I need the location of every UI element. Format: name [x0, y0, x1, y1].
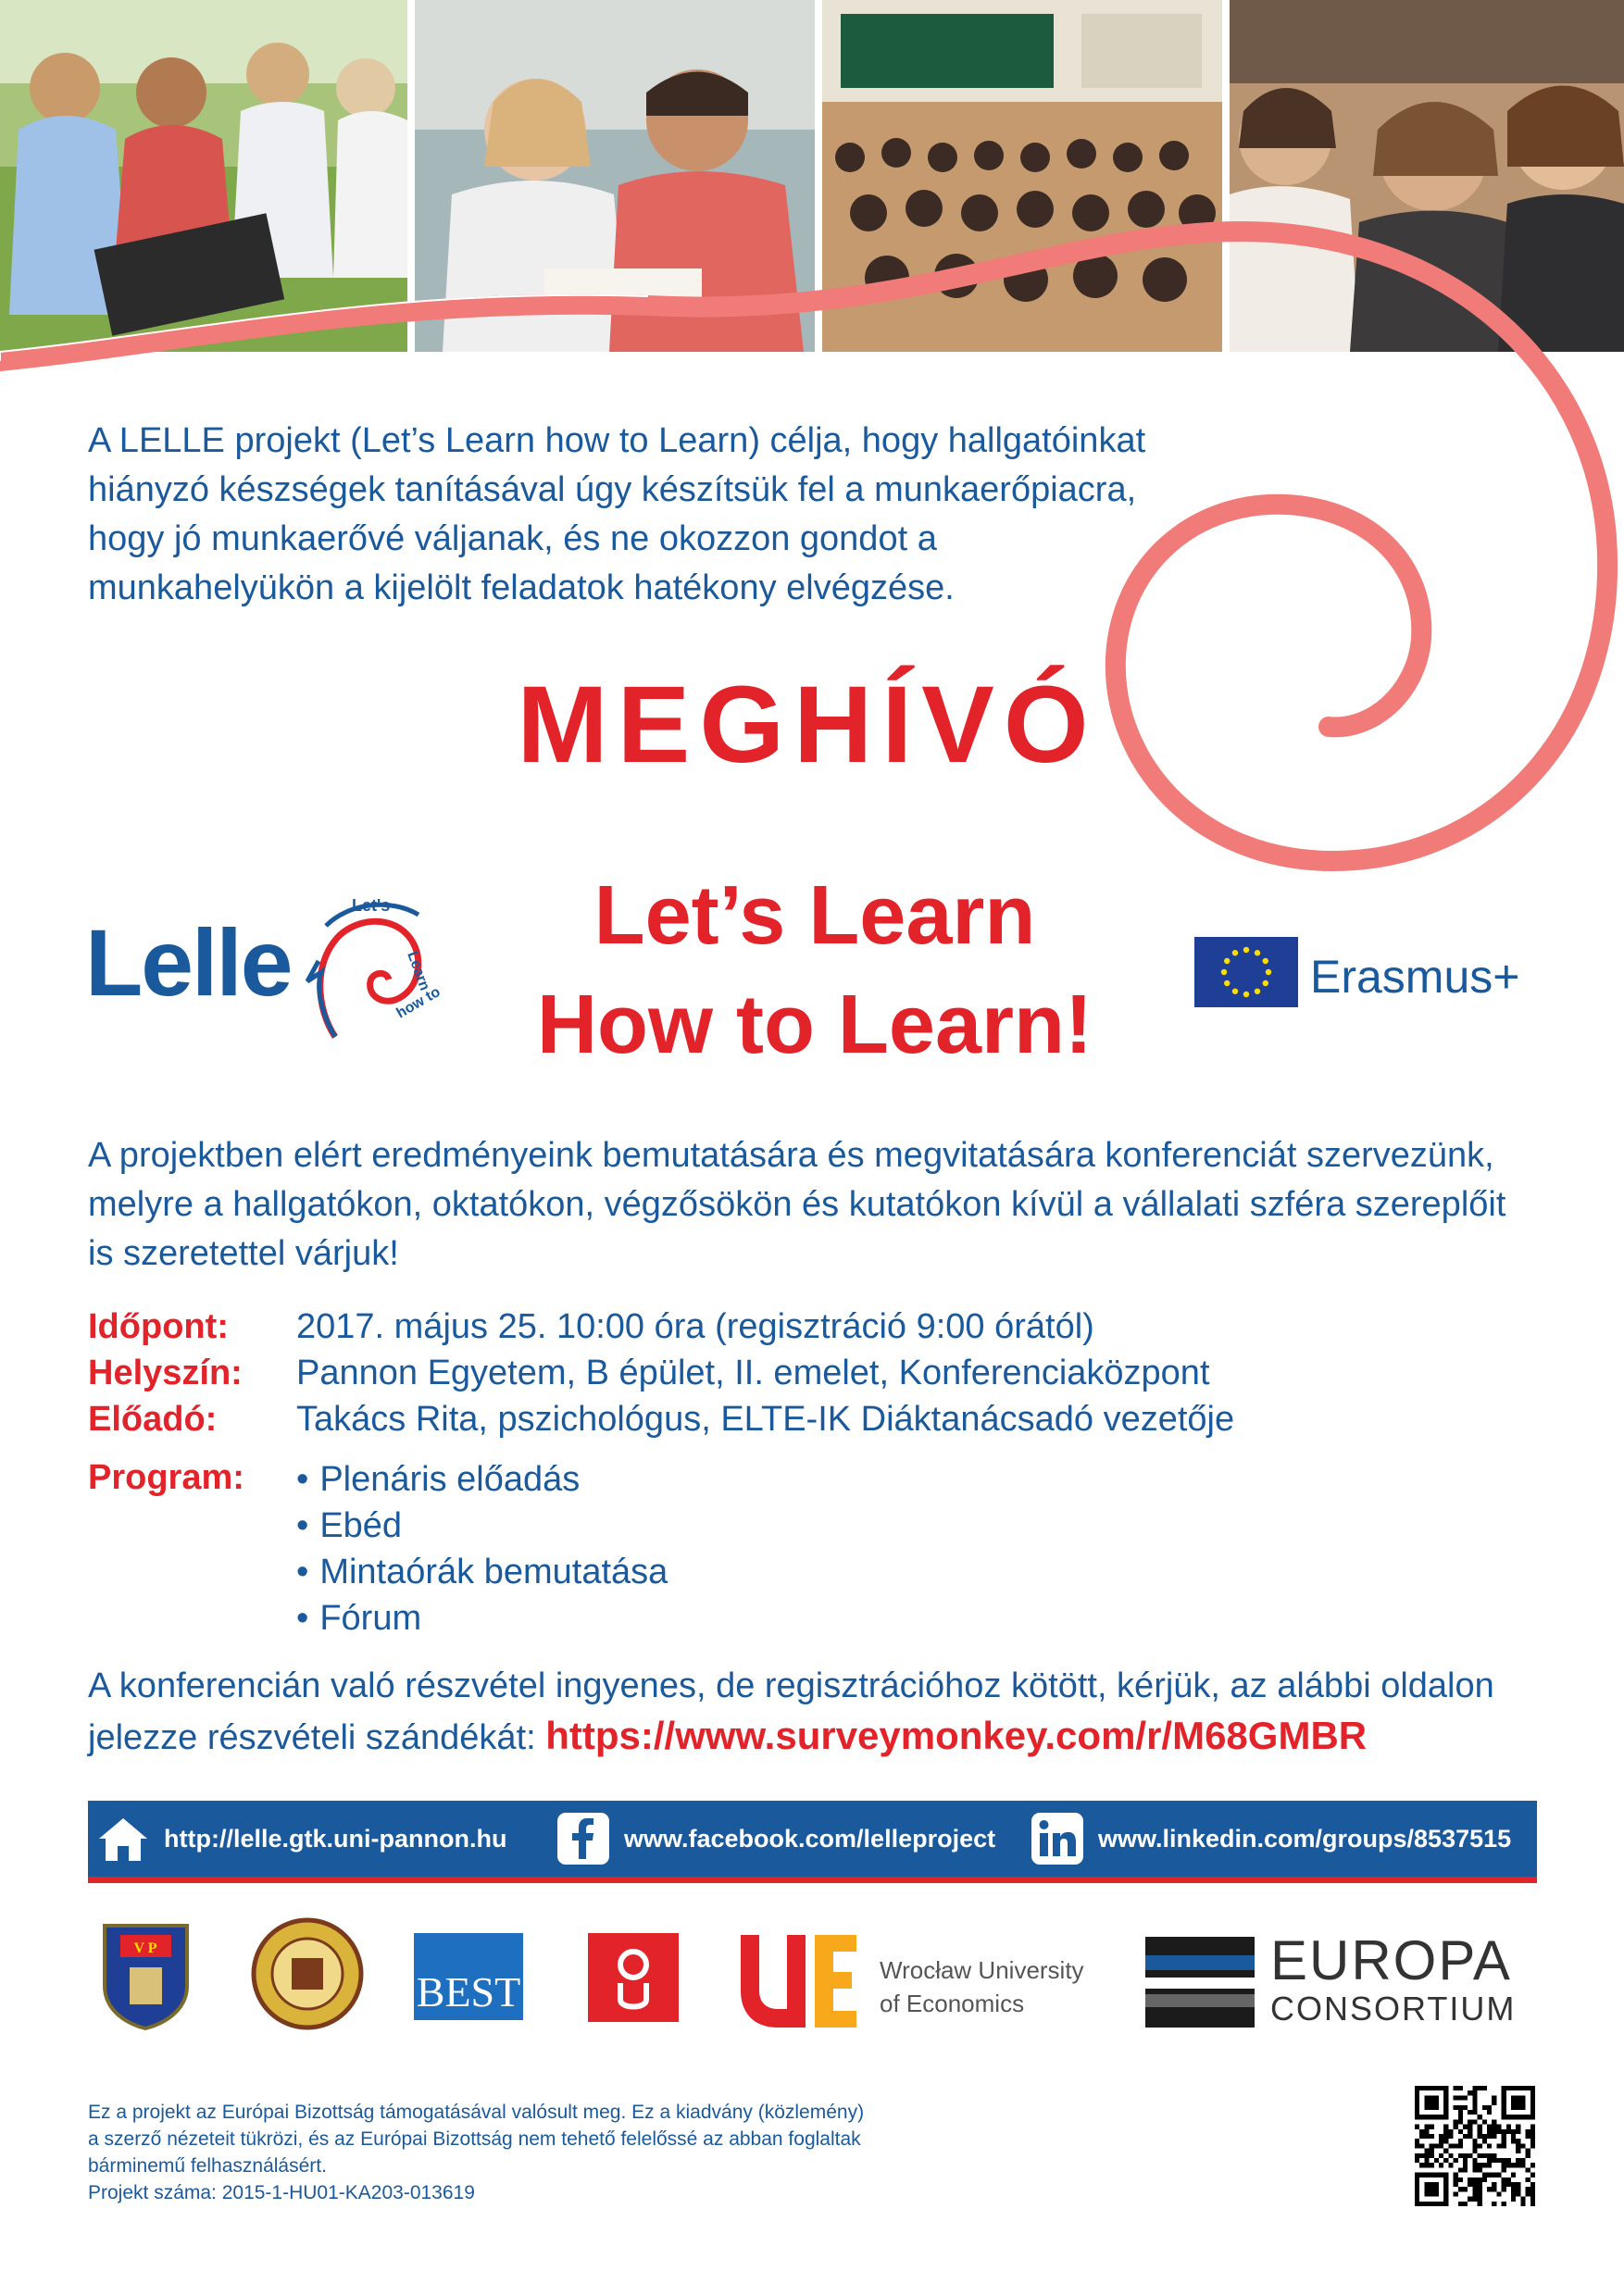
lelle-logo [85, 889, 443, 1055]
lelle-head-swirl-icon [298, 889, 443, 1046]
photo-students-lawn [0, 0, 407, 352]
eu-star-icon [1263, 958, 1268, 964]
erasmus-logo [1194, 937, 1546, 1020]
qr-code-icon[interactable] [1415, 2086, 1535, 2206]
europa-consortium-text [1270, 1929, 1517, 2033]
program-item: • Plenáris előadás [296, 1456, 668, 1503]
eu-star-icon [1243, 992, 1249, 997]
linkedin-icon [1030, 1811, 1085, 1866]
description-paragraph [88, 1131, 1542, 1279]
intro-line: munkahelyükön a kijelölt feladatok hatékony elvégzése. [88, 568, 955, 607]
erasmus-word: Erasmus+ [1310, 951, 1520, 1003]
subtitle-line: How to Learn! [537, 979, 1093, 1071]
svg-text:V P: V P [133, 1940, 157, 1956]
disclaimer-line: a szerző nézeteit tükrözi, és az Európai Bizottság nem tehető felelőssé az abban foglaltak [88, 2128, 861, 2150]
photo-audience [1230, 0, 1624, 352]
eu-flag-icon [1194, 937, 1298, 1007]
registration-prefix: jelezze részvételi szándékát: [88, 1718, 536, 1757]
eu-star-icon [1263, 980, 1268, 986]
eu-star-icon [1221, 969, 1227, 975]
linkedin-url: www.linkedin.com/groups/8537515 [1098, 1824, 1512, 1853]
best-logo: BEST [414, 1933, 523, 2020]
ue-logo-icon [736, 1935, 861, 2028]
wroclaw-line: Wrocław University [880, 1956, 1084, 1984]
eu-star-icon [1224, 980, 1230, 986]
speaker-row [88, 1396, 1569, 1442]
description-line: A projektben elért eredményeink bemutatására és megvitatására konferenciát szervezünk, [88, 1136, 1494, 1175]
home-icon [95, 1811, 151, 1866]
photo-lecture-hall [822, 0, 1222, 352]
eu-star-icon [1266, 969, 1271, 975]
europa-consortium-mark-icon [1145, 1937, 1255, 2028]
program-item: • Fórum [296, 1595, 668, 1641]
registration-paragraph [88, 1662, 1551, 1763]
description-line: is szeretettel várjuk! [88, 1234, 399, 1273]
project-number: Projekt száma: 2015-1-HU01-KA203-013619 [88, 2182, 475, 2203]
facebook-link[interactable] [556, 1801, 995, 1877]
program-item: • Mintaórák bemutatása [296, 1549, 668, 1595]
subtitle [444, 861, 1185, 1079]
place-label: Helyszín: [88, 1353, 243, 1392]
page-title [0, 662, 1624, 788]
links-bar [88, 1801, 1537, 1883]
subtitle-line: Let’s Learn [593, 869, 1036, 962]
intro-paragraph [88, 417, 1292, 613]
eu-star-icon [1255, 989, 1260, 994]
disclaimer-line: bárminemű felhasználásért. [88, 2155, 327, 2177]
partner-red-logo-icon [588, 1933, 679, 2022]
website-link[interactable] [95, 1801, 506, 1877]
disclaimer-line: Ez a projekt az Európai Bizottság támogatásával valósult meg. Ez a kiadvány (közlemény) [88, 2102, 865, 2123]
svg-text:Let's: Let's [352, 896, 391, 915]
page-title-text: MEGHÍVÓ [517, 664, 1098, 786]
time-value: 2017. május 25. 10:00 óra (regisztráció 9:00 órától) [296, 1306, 1094, 1346]
faculty-seal-icon [250, 1916, 366, 2032]
time-row [88, 1304, 1569, 1350]
disclaimer [88, 2099, 1014, 2206]
place-row [88, 1350, 1569, 1396]
registration-line [88, 1711, 1551, 1763]
linkedin-link[interactable] [1030, 1801, 1511, 1877]
eu-star-icon [1232, 950, 1238, 955]
intro-line: hogy jó munkaerővé váljanak, és ne okozzon gondot a [88, 519, 937, 558]
registration-link[interactable]: https://www.surveymonkey.com/r/M68GMBR [545, 1714, 1368, 1757]
time-label: Időpont: [88, 1306, 229, 1346]
program-list [296, 1456, 668, 1641]
wroclaw-text [880, 1953, 1084, 2020]
facebook-icon [556, 1811, 611, 1866]
wroclaw-line: of Economics [880, 1990, 1025, 2017]
eu-star-icon [1232, 989, 1238, 994]
intro-line: hiányzó készségek tanításával úgy készítsük fel a munkaerőpiacra, [88, 470, 1137, 509]
consortium-line: CONSORTIUM [1270, 1990, 1517, 2028]
place-value: Pannon Egyetem, B épület, II. emelet, Konferenciaközpont [296, 1353, 1210, 1392]
svg-text:Learn: Learn [404, 949, 433, 993]
speaker-value: Takács Rita, pszichológus, ELTE-IK Diáktanácsadó vezetője [296, 1399, 1235, 1439]
university-crest-icon [97, 1921, 194, 2032]
europa-line: EUROPA [1270, 1929, 1512, 1991]
svg-text:how to: how to [394, 983, 443, 1022]
program-label: Program: [88, 1458, 244, 1497]
description-line: melyre a hallgatókon, oktatókon, végzősökön és kutatókon kívül a vállalati szféra szereplőit [88, 1185, 1506, 1224]
registration-line: A konferencián való részvétel ingyenes, de regisztrációhoz kötött, kérjük, az alábbi oldalon [88, 1666, 1494, 1705]
lelle-logo-word: Lelle [85, 910, 292, 1016]
website-url: http://lelle.gtk.uni-pannon.hu [164, 1824, 507, 1853]
eu-star-icon [1224, 958, 1230, 964]
intro-line: A LELLE projekt (Let’s Learn how to Learn) célja, hogy hallgatóinkat [88, 421, 1146, 460]
program-item: • Ebéd [296, 1503, 668, 1549]
facebook-url: www.facebook.com/lelleproject [624, 1824, 996, 1853]
photo-students-desk [415, 0, 815, 352]
partner-logos [88, 1916, 1537, 2037]
eu-star-icon [1255, 950, 1260, 955]
eu-star-icon [1243, 947, 1249, 953]
speaker-label: Előadó: [88, 1399, 218, 1439]
event-details [88, 1304, 1569, 1442]
